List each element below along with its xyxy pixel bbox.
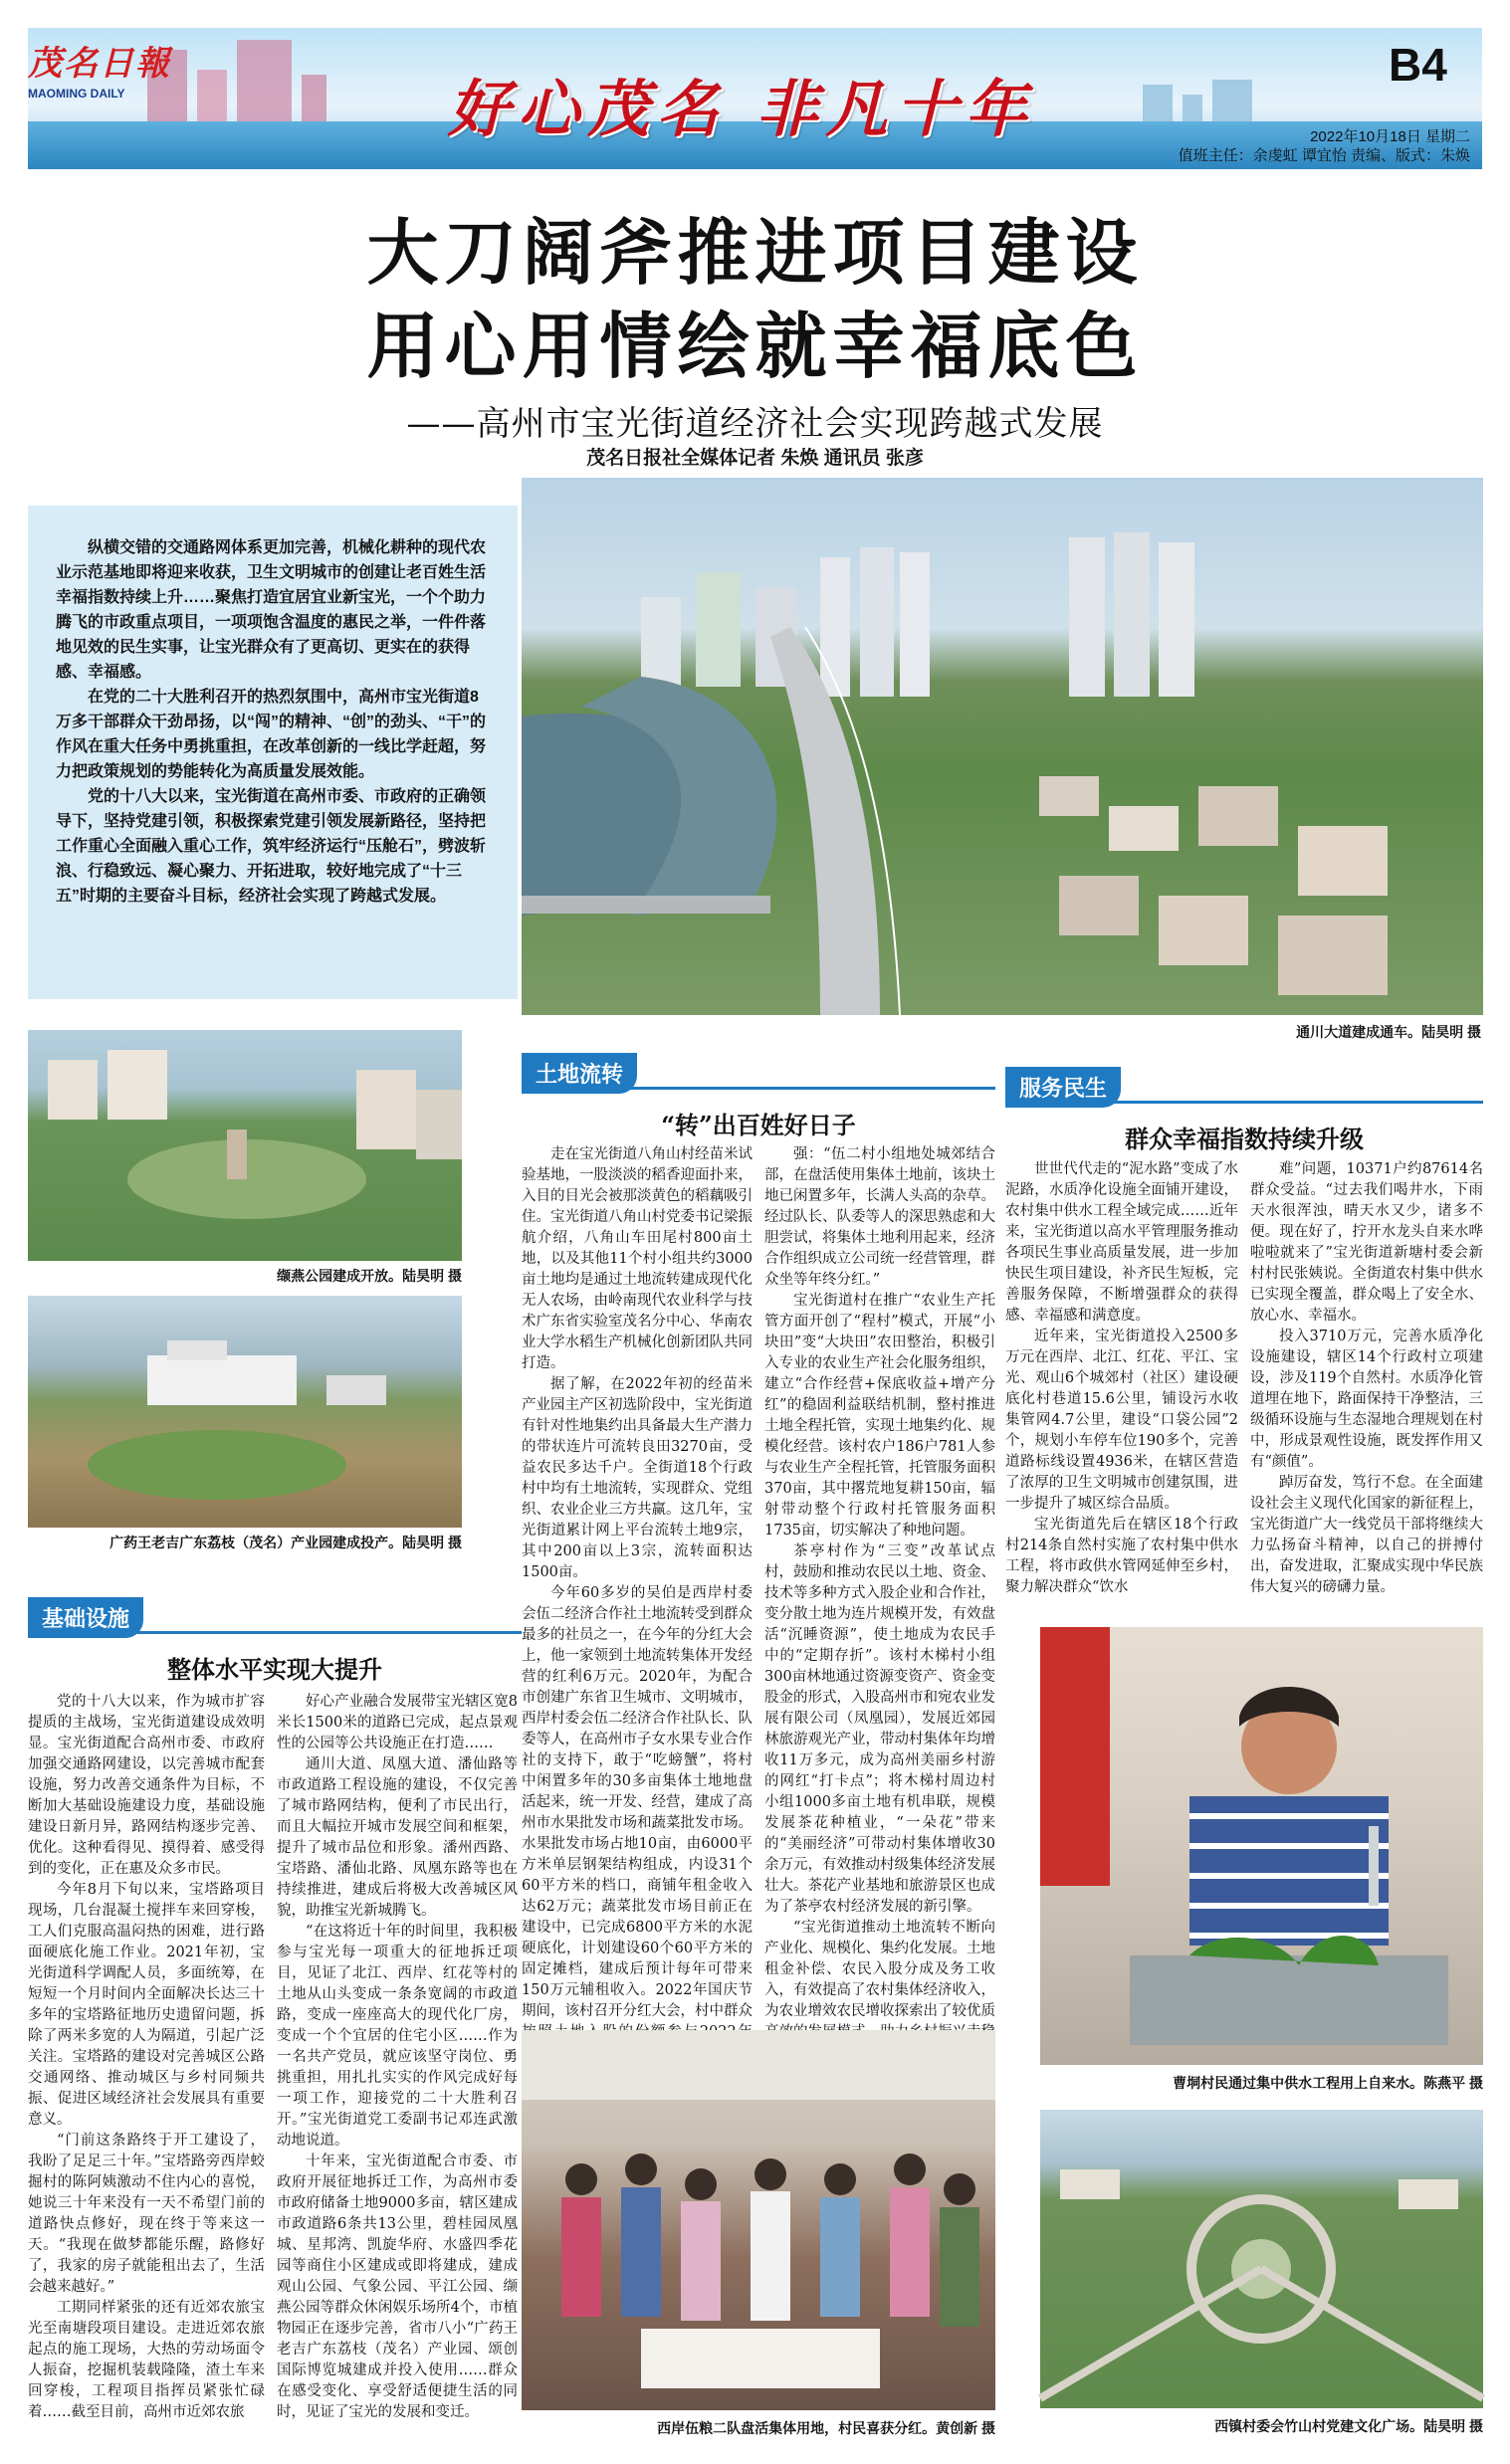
- paper-logo: [28, 36, 197, 105]
- crowd-illustration: [522, 2030, 995, 2410]
- body-paragraph: “宝光街道推动土地流转不断向产业化、规模化、集约化发展。土地租金补偿、农民入股分成及务工收入，有效提高了农村集体经济收入，为农业增效农民增收探索出了较优质: [764, 1920, 995, 2019]
- slogan: 好心茂名 非凡十年: [448, 73, 1035, 145]
- intro-paragraph: 党的十八大以来，宝光街道在高州市委、市政府的正确领导下，坚持党建引领，积极探索党建引领发展新路径，坚持把工作重心全面融入重心工作，筑牢经济运行“压舱石”，劈波斩浪、行稳致远、凝心聚力、开拓进取，较好地完成了“十三五”时期的主要奋斗目标，经济社会实现了跨越式发展。: [56, 788, 487, 905]
- body-paragraph: 据了解，在2022年初的经苗米产业园主产区初选阶段中，宝光街道有针对性地集约出具备最大生产潜力的带状连片可流转良田3270亩，受益农民多达千户。全街道18个行政村中均有土地流转，实现群众、党组织、农业企业三方共赢。这几年，宝光街道累计网上平台流转土地9宗，其中200亩以上3宗，流转面积达1500亩。: [522, 1376, 753, 1580]
- headline-line-1: 大刀阔斧推进项目建设: [366, 210, 1144, 295]
- body-paragraph: 近年来，宝光街道投入2500多万元在西岸、北江、红花、平江、宝光、观山6个城郊村（社区）建设硬底化村巷道15.6公里，铺设污水收集管网4.7公里，建设“口袋公园”2个，规划小车停车位190多个，完善道路标线设置4936米，在辖区营造了浓厚的卫生文明城市创建氛围，进一步提升了城区综合品质。: [1005, 1329, 1238, 1512]
- body-paragraph: 通川大道、凤凰大道、潘仙路等市政道路工程设施的建设，不仅完善了城市路网结构，便利了市民出行，而且大幅拉开城市发展空间和框架，提升了城市品位和形象。潘州西路、宝塔路、潘仙北路、凤凰东路等也在持续推进，建成后将极大改善城区风貌，助推宝光新城腾飞。: [277, 1756, 518, 1919]
- services-section: [1005, 1067, 1483, 1154]
- event-photo-caption: 西岸伍粮二队盘活集体用地，村民喜获分红。黄创新 摄: [657, 2420, 995, 2436]
- square-photo-caption: 西镇村委会竹山村党建文化广场。陆昊明 摄: [1214, 2418, 1483, 2434]
- dividend-event-photo: [522, 2030, 995, 2410]
- body-paragraph: 党的十八大以来，作为城市扩容提质的主战场，宝光街道建设成效明显。宝光街道配合高州市委、市政府加强交通路网建设，以完善城市配套设施，努力改善交通条件为目标，不断加大基础设施建设力度，基础设施建设日新月异，路网结构逐步完善、优化。这种看得见、摸得着、感受得到的变化，正在惠及众多市民。: [28, 1694, 265, 1877]
- land-section: [522, 1053, 995, 1140]
- infrastructure-column-2: [277, 1692, 518, 2448]
- services-column-2: [1250, 1159, 1483, 1617]
- issue-date: 2022年10月18日 星期二: [1310, 128, 1470, 145]
- section-tag-infrastructure: 基础设施: [28, 1597, 143, 1638]
- body-paragraph: 宝光街道先后在辖区18个行政村214条自然村实施了农村集中供水工程，将市政供水管网延伸至乡村，聚力解决群众“饮水: [1005, 1517, 1238, 1595]
- park-photo-caption: 缬燕公园建成开放。陆昊明 摄: [277, 1268, 462, 1284]
- body-paragraph: 强：“伍二村小组地处城郊结合部，在盘活使用集体土地前，该块土地已闲置多年，长满人头高的杂草。经过队长、队委等人的深思熟虑和大胆尝试，将集体土地利用起来，经济合作组织成立公司统一经营管理，群众坐等年终分红。”: [764, 1146, 995, 1288]
- water-photo-caption: 曹垌村民通过集中供水工程用上自来水。陈燕平 摄: [1173, 2075, 1483, 2091]
- body-paragraph: 十年来，宝光街道配合市委、市政府开展征地拆迁工作，为高州市委市政府储备土地9000多亩，辖区建成市政道路6条共13公里，碧桂园凤凰城、星邦湾、凯旋华府、水盛四季花园等商住小区建成或即将建成，建成观山公园、气象公园、平江公园、缬燕公园等群众休闲娱乐场所4个，市植物园正在逐步完善，省市八小“广药王老吉广东荔枝（茂名）产业园、颂创国际博览城建成并投入使用……群众在感受变化、享受舒适便捷生活的同时，见证了宝光的发展和变迁。: [277, 2154, 518, 2420]
- tap-water-photo: [1040, 1627, 1483, 2065]
- woman-washing-illustration: [1040, 1627, 1483, 2065]
- main-photo-road: [522, 478, 1483, 1015]
- paper-name-en: MAOMING DAILY: [28, 87, 125, 101]
- body-paragraph: 宝光街道村在推广“农业生产托管方面开创了“程村”模式，开展“小块田”变“大块田”农田整治，积极引入专业的农业生产社会化服务组织，建立“合作经营+保底收益+增产分红”的稳固利益联结机制，整村推进土地全程托管，实现土地集约化、规模化经营。该村农户186户781人参与农业生产全程托管，托管服务面积370亩，其中撂荒地复耕150亩，辐射带动整个行政村托管服务面积1735亩，切实解决了种地问题。: [764, 1293, 995, 1539]
- page-number: B4: [1389, 39, 1447, 91]
- headline-line-2: 用心用情绘就幸福底色: [366, 304, 1144, 388]
- land-column-1: [522, 1144, 753, 2019]
- park-photo: [28, 1030, 462, 1261]
- body-paragraph: 茶亭村作为“三变”改革试点村，鼓励和推动农民以土地、资金、技术等多种方式入股企业和合作社，变分散土地为连片规模开发，有效盘活“沉睡资源”，使土地成为农民手中的“定期存折”。该村木梯村小组300亩林地通过资源变资产、资金变股金的形式，入股高州市和宛农业发展有限公司（凤凰园），发展近郊园林旅游观光产业，带动村集体年均增收11万多元，成为高州美丽乡村游的网红“打卡点”；将木梯村周边村小组1000多亩土地有机串联，规模发展茶花种植业，“一朵花”带来的“美丽经济”可带动村集体增收30余万元，有效推动村级集体经济发展壮大。茶花产业基地和旅游景区也成为了茶亭农村经济发展的新引擎。: [764, 1543, 995, 1915]
- subheadline: ——高州市宝光街道经济社会实现跨越式发展: [406, 404, 1104, 444]
- body-paragraph: 今年60多岁的吴伯是西岸村委会伍二经济合作社土地流转受到群众最多的社员之一，在今年的分红大会上，他一家领到土地流转集体开发经营的红利6万元。2020年，为配合市创建广东省卫生城市、文明城市，西岸村委会伍二经济合作社队长、队委等人，在高州市子女水果专业合作社的支持下，敢于“吃螃蟹”，将村中闲置多年的30多亩集体土地地盘活起来，统一开发、经营，建成了高州市水果批发市场和蔬菜批发市场。水果批发市场占地10亩，由6000平方米单层钢架结构组成，内设31个60平方米的档口，商铺年租金收入达62万元；蔬菜批发市场目前正在建设中，已完成6800平方米的水泥硬底化，计划建设60个60平方米的固定摊档，建成后预计每年可带来150万元辅租收入。2022年国庆节期间，该村召开分红大会，村中群众: [522, 1585, 753, 2019]
- park-illustration: [28, 1030, 462, 1261]
- section-heading-infrastructure: 整体水平实现大提升: [167, 1655, 382, 1684]
- dateline: [1179, 127, 1470, 165]
- section-tag-services: 服务民生: [1005, 1067, 1121, 1108]
- body-paragraph: 好心产业融合发展带宝光辖区宽8米长1500米的道路已完成，起点景观性的公园等公共设施正在打造……: [277, 1694, 518, 1751]
- byline: 茂名日报社全媒体记者 朱焕 通讯员 张彦: [586, 448, 924, 469]
- paper-name-cn: 茂名日報: [28, 44, 171, 84]
- services-column-1: [1005, 1159, 1238, 1617]
- main-photo-caption: 通川大道建成通车。陆昊明 摄: [1296, 1024, 1481, 1040]
- infrastructure-column-1: [28, 1692, 265, 2448]
- section-heading-land: “转”出百姓好日子: [661, 1111, 856, 1139]
- body-paragraph: 投入3710万元，完善水质净化设施建设，辖区14个行政村立项建设，涉及119个自然村。水质净化管道埋在地下，路面保持干净整洁，三级循环设施与生态湿地合理规划在村中，形成景观性设施，既发挥作用又有“颜值”。: [1250, 1329, 1483, 1470]
- industrial-illustration: [28, 1296, 462, 1528]
- body-paragraph: “门前这条路终于开工建设了，我盼了足足三十年。”宝塔路旁西岸蛟掘村的陈阿姨激动不住内心的喜悦，她说三十年来没有一天不希望门前的道路快点修好，现在终于等来这一天。“我现在做梦都能乐醒，路修好了，我家的房子就能租出去了，生活会越来越好。”: [28, 2133, 265, 2295]
- section-tag-land: 土地流转: [522, 1053, 637, 1094]
- body-paragraph: 踔厉奋发，笃行不怠。在全面建设社会主义现代化国家的新征程上，宝光街道广大一线党员干部将继续大力弘扬奋斗精神，以自己的拼搏付出，奋发进取，汇聚成实现中华民族伟大复兴的磅礴力量。: [1250, 1475, 1483, 1595]
- body-paragraph: 走在宝光街道八角山村经苗米试验基地，一股淡淡的稻香迎面扑来，入目的目光会被那淡黄色的稻藕吸引住。宝光街道八角山村党委书记梁振航介绍，八角山车田尾村800亩土地，以及其他11个村小组共约3000亩土地均是通过土地流转建成现代化无人农场，由岭南现代农业科学与技术广东省实验室茂名分中心、华南农业大学水稻生产机械化创新团队共同打造。: [522, 1146, 753, 1371]
- body-paragraph: 世世代代走的“泥水路”变成了水泥路，水质净化设施全面铺开建设，农村集中供水工程全域完成……近年来，宝光街道以高水平管理服务推动各项民生事业高质量发展，进一步加快民生项目建设，补齐民生短板，完善服务保障，不断增强群众的获得感、幸福感和满意度。: [1005, 1161, 1238, 1324]
- culture-square-photo: [1040, 2110, 1483, 2408]
- land-column-2: [764, 1144, 995, 2019]
- square-illustration: [1040, 2110, 1483, 2408]
- intro-box: [28, 506, 518, 999]
- editor-credits: 值班主任：余虔虹 谭宜怡 责编、版式：朱焕: [1178, 147, 1470, 164]
- intro-paragraph: 在党的二十大胜利召开的热烈氛围中，高州市宝光街道8万多干部群众干劲昂扬，以“闯”的精神、“创”的劲头、“干”的作风在重大任务中勇挑重担，在改革创新的一线比学赶超，努力把政策规划的势能转化为高质量发展效能。: [56, 689, 487, 780]
- industrial-park-photo: [28, 1296, 462, 1528]
- body-paragraph: “在这将近十年的时间里，我积极参与宝光每一项重大的征地拆迁项目，见证了北江、西岸、红花等村的土地从山头变成一条条宽阔的市政道路，变成一座座高大的现代化厂房，变成一个个宜居的住宅小区……作为一名共产党员，就应该坚守岗位、勇挑重担，用扎扎实实的作风完成好每一项工作，迎接党的二十大胜利召开。”宝光街道党工委副书记邓连武激动地说道。: [277, 1924, 518, 2149]
- section-heading-services: 群众幸福指数持续升级: [1125, 1125, 1364, 1153]
- infrastructure-section: [28, 1597, 522, 1685]
- body-paragraph: 难”问题，10371户约87614名群众受益。“过去我们喝井水，下雨天水很浑浊，晴天水又少，诸多不便。现在好了，拧开水龙头自来水哗啦啦就来了”宝光街道新塘村委会新村村民张姨说。全街道农村集中供水已实现全覆盖，群众喝上了安全水、放心水、幸福水。: [1250, 1161, 1483, 1324]
- body-paragraph: 工期同样紧张的还有近郊农旅宝光至南塘段项目建设。走进近郊农旅起点的施工现场，大热的劳动场面令人振奋，挖掘机装载隆隆，渣土车来回穿梭，工程项目指挥员紧张忙碌着……截至目前，高州市近郊农旅: [28, 2300, 265, 2420]
- body-paragraph: 今年8月下旬以来，宝塔路项目现场，几台混凝土搅拌车来回穿梭，工人们克服高温闷热的困难，进行路面硬底化施工作业。2021年初，宝光街道科学调配人员，多面统筹，在短短一个月时间内全面解决长达三十多年的宝塔路征地历史遗留问题，拆除了两米多宽的人为隔道，引起广泛关注。宝塔路的建设对完善城区公路交通网络、推动城区与乡村同频共振、促进区域经济社会发展具有重要意义。: [28, 1882, 265, 2128]
- intro-paragraph: 纵横交错的交通路网体系更加完善，机械化耕种的现代农业示范基地即将迎来收获，卫生文明城市的创建让老百姓生活幸福指数持续上升……聚焦打造宜居宜业新宝光，一个个助力腾飞的市政重点项目，一项项饱含温度的惠民之举，一件件落地见效的民生实事，让宝光群众有了更高切、更实在的获得感、幸福感。: [56, 539, 487, 681]
- road-scene-illustration: [522, 478, 1483, 1015]
- industrial-photo-caption: 广药王老吉广东荔枝（茂名）产业园建成投产。陆昊明 摄: [109, 1535, 462, 1550]
